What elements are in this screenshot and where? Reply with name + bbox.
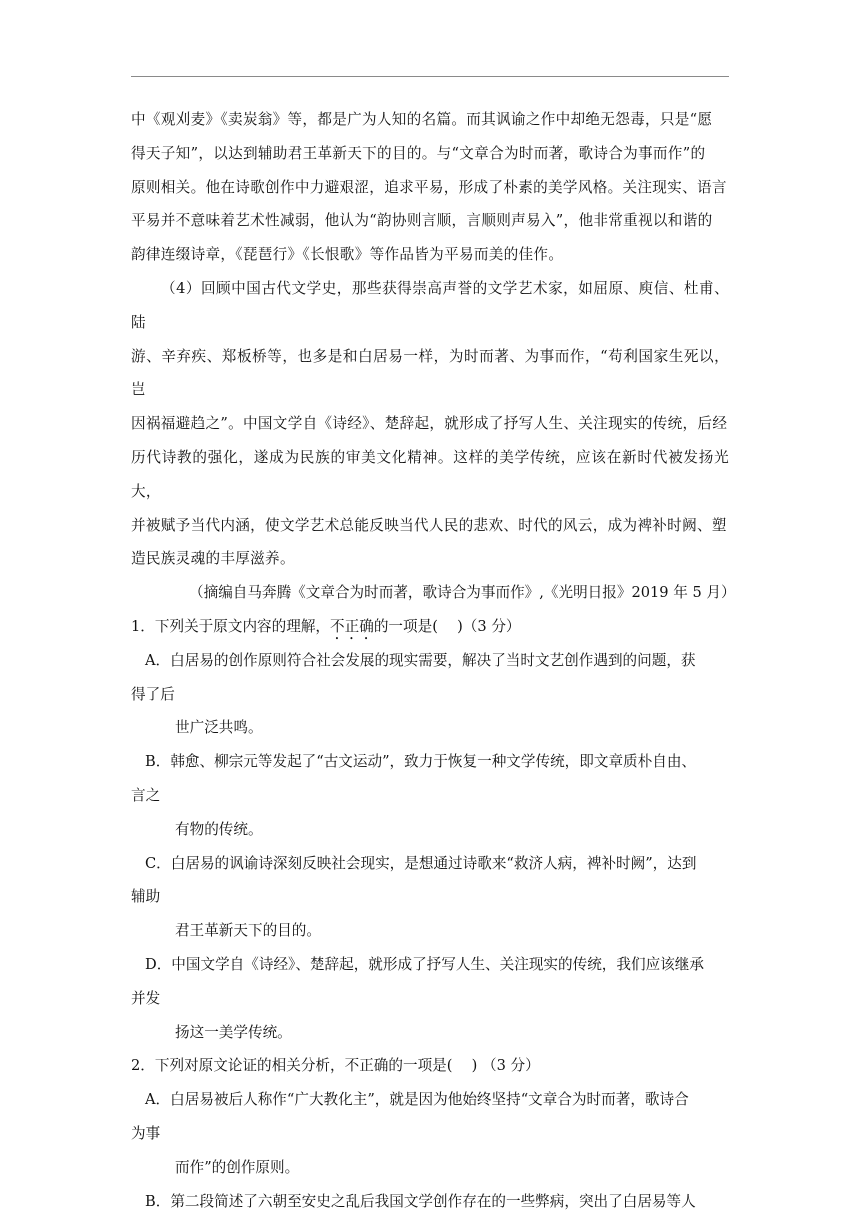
question-1-option-b bbox=[131, 745, 729, 846]
question-1-option-d bbox=[131, 948, 729, 1049]
question-2-stem: 2．下列对原文论证的相关分析，不正确的一项是( ) （3 分） bbox=[131, 1049, 729, 1083]
question-1-suffix: 的一项是( )（3 分） bbox=[374, 618, 521, 635]
text-line: 平易并不意味着艺术性减弱，他认为“韵协则言顺，言顺则声易入”，他非常重视以和谐的 bbox=[131, 212, 713, 229]
option-line-wrap: 言之 bbox=[131, 779, 729, 813]
option-line-wrap: 辅助 bbox=[131, 880, 729, 914]
text-line: 韵律连缀诗章，《琵琶行》《长恨歌》等作品皆为平易而美的佳作。 bbox=[131, 246, 563, 263]
document-body bbox=[131, 103, 729, 1218]
text-line: 中《观刈麦》《卖炭翁》等，都是广为人知的名篇。而其讽谕之作中却绝无怨毒，只是“愿 bbox=[131, 111, 712, 128]
text-line: 原则相关。他在诗歌创作中力避艰涩，追求平易，形成了朴素的美学风格。关注现实、语言 bbox=[131, 179, 727, 196]
option-line-continued: 扬这一美学传统。 bbox=[131, 1016, 729, 1050]
text-line: （4）回顾中国古代文学史，那些获得崇高声誉的文学艺术家，如屈原、庾信、杜甫、陆 bbox=[131, 280, 729, 331]
option-line: A．白居易被后人称作“广大教化主”，就是因为他始终坚持“文章合为时而著，歌诗合 bbox=[131, 1083, 729, 1117]
option-line: D．中国文学自《诗经》、楚辞起，就形成了抒写人生、关注现实的传统，我们应该继承 bbox=[131, 948, 729, 982]
text-line: 历代诗教的强化，遂成为民族的审美文化精神。这样的美学传统，应该在新时代被发扬光大， bbox=[131, 449, 729, 500]
header-rule bbox=[131, 76, 729, 77]
question-1-option-a bbox=[131, 644, 729, 745]
question-1-option-c bbox=[131, 847, 729, 948]
option-line: B．第二段简述了六朝至安史之乱后我国文学创作存在的一些弊病，突出了白居易等人 bbox=[131, 1185, 729, 1218]
text-line: 并被赋予当代内涵，使文学艺术总能反映当代人民的悲欢、时代的风云，成为裨补时阙、塑 bbox=[131, 517, 727, 534]
option-line-continued: 而作”的创作原则。 bbox=[131, 1151, 729, 1185]
option-line-wrap: 并发 bbox=[131, 982, 729, 1016]
source-citation: （摘编自马奔腾《文章合为时而著，歌诗合为事而作》,《光明日报》2019 年 5 月） bbox=[131, 576, 729, 610]
question-1-emphasis: 不正确 bbox=[330, 618, 374, 635]
option-line-continued: 有物的传统。 bbox=[131, 813, 729, 847]
option-line-continued: 君王革新天下的目的。 bbox=[131, 914, 729, 948]
passage-paragraph-4 bbox=[131, 272, 729, 576]
passage-paragraph-3 bbox=[131, 103, 729, 272]
option-line-wrap: 得了后 bbox=[131, 678, 729, 712]
option-line: C．白居易的讽谕诗深刻反映社会现实，是想通过诗歌来“救济人病，裨补时阙”，达到 bbox=[131, 847, 729, 881]
option-line-wrap: 为事 bbox=[131, 1117, 729, 1151]
option-line-continued: 世广泛共鸣。 bbox=[131, 711, 729, 745]
question-1-prefix: 1．下列关于原文内容的理解， bbox=[131, 618, 330, 635]
question-2-option-a bbox=[131, 1083, 729, 1184]
text-line: 造民族灵魂的丰厚滋养。 bbox=[131, 550, 295, 567]
option-line: A．白居易的创作原则符合社会发展的现实需要，解决了当时文艺创作遇到的问题，获 bbox=[131, 644, 729, 678]
option-line: B．韩愈、柳宗元等发起了“古文运动”，致力于恢复一种文学传统，即文章质朴自由、 bbox=[131, 745, 729, 779]
text-line: 因祸福避趋之”。中国文学自《诗经》、楚辞起，就形成了抒写人生、关注现实的传统，后经 bbox=[131, 415, 727, 432]
question-1-stem bbox=[131, 610, 729, 644]
text-line: 得天子知”，以达到辅助君王革新天下的目的。与“文章合为时而著，歌诗合为事而作”的 bbox=[131, 145, 705, 162]
question-2-option-b bbox=[131, 1185, 729, 1218]
text-line: 游、辛弃疾、郑板桥等，也多是和白居易一样，为时而著、为事而作，“苟利国家生死以，岂 bbox=[131, 348, 729, 399]
